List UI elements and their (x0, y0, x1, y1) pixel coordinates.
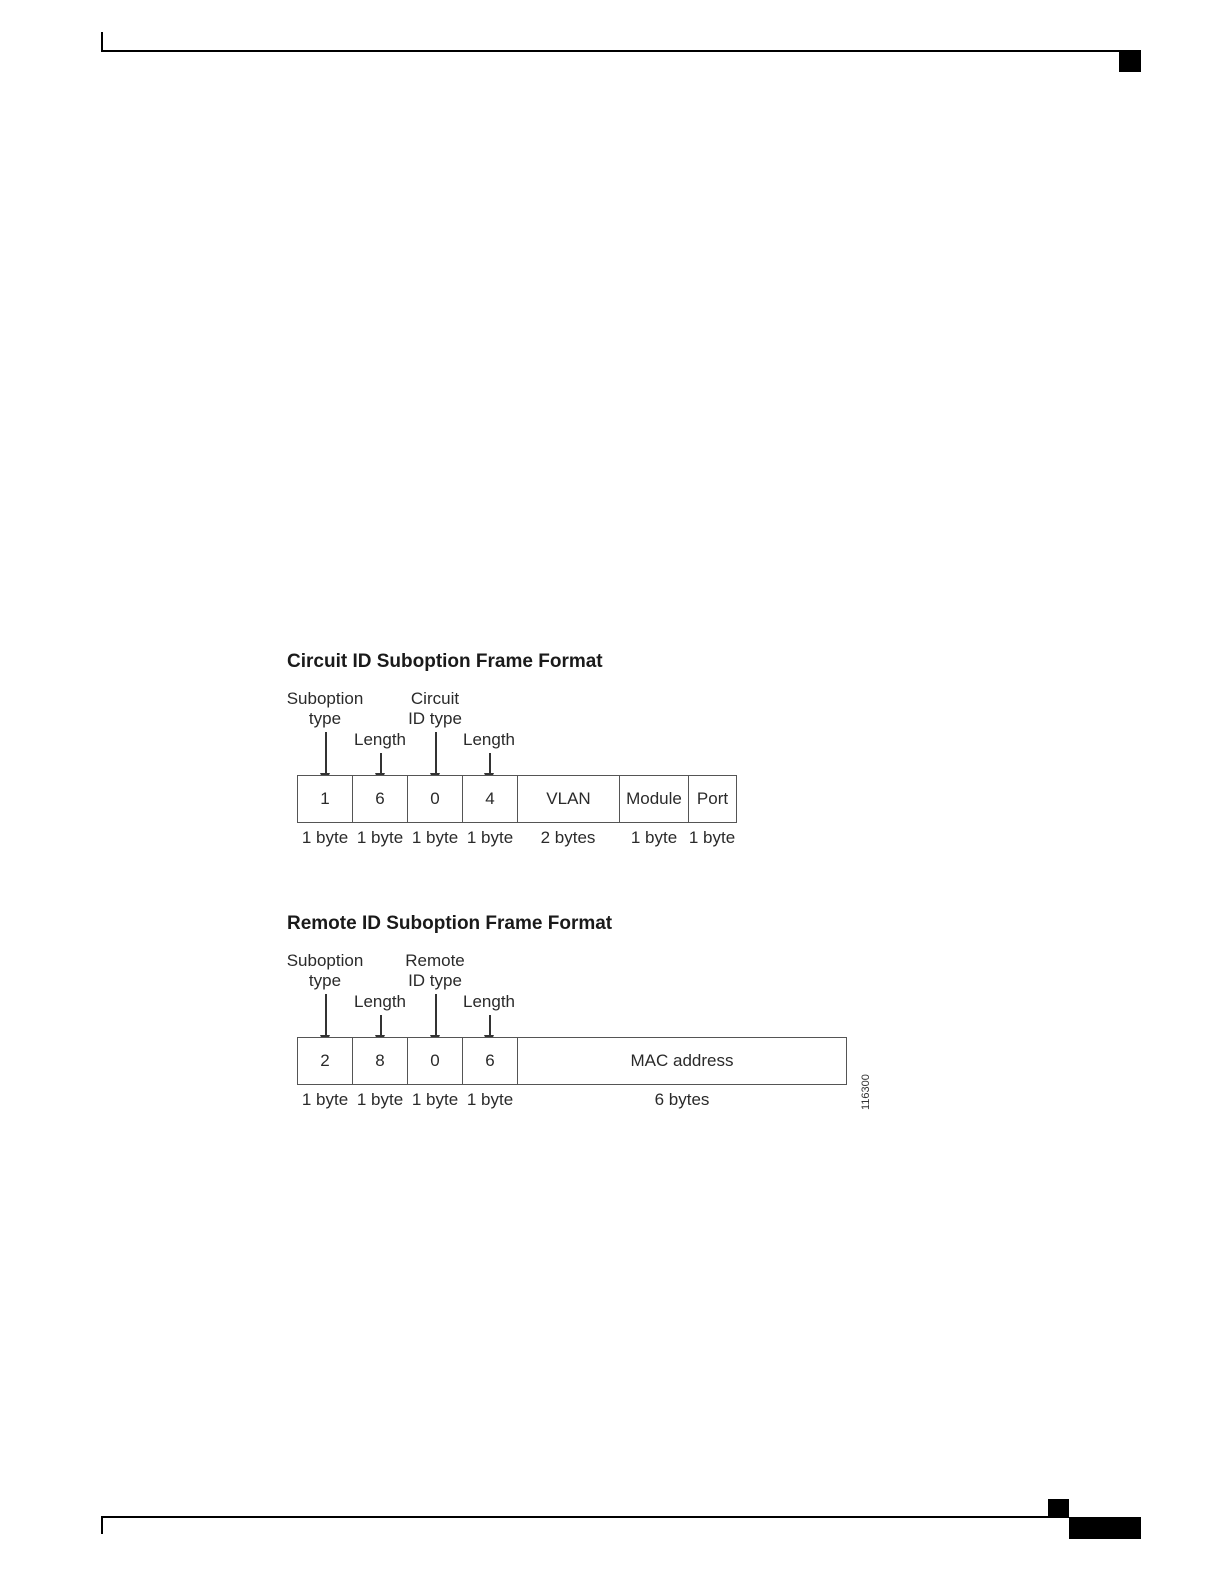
header-left-tick (101, 32, 103, 52)
remote-idtype-label-line2: ID type (408, 971, 462, 990)
circuit-field-suboption-type: 1 (297, 775, 353, 823)
circuit-length1-label: Length (354, 730, 406, 749)
remote-suboption-label-line2: type (308, 971, 342, 990)
header-corner-block (1119, 52, 1141, 72)
circuit-field-length: 6 (352, 775, 408, 823)
circuit-suboption-label-line1: Suboption (286, 689, 364, 708)
circuit-field-id-type: 0 (407, 775, 463, 823)
remote-figure-title: Remote ID Suboption Frame Format (287, 913, 613, 934)
circuit-size-5: 2 bytes (540, 828, 596, 847)
footer-page-tab (1069, 1517, 1141, 1539)
circuit-field-module: Module (619, 775, 689, 823)
footer-rule (101, 1516, 1069, 1518)
circuit-size-2: 1 byte (356, 828, 404, 847)
remote-size-4: 1 byte (466, 1090, 514, 1109)
remote-idtype-label-line1: Remote (405, 951, 465, 970)
footer-corner-block (1048, 1499, 1069, 1517)
remote-size-1: 1 byte (301, 1090, 349, 1109)
footer-left-tick (101, 1518, 103, 1534)
circuit-size-4: 1 byte (466, 828, 514, 847)
circuit-size-6: 1 byte (630, 828, 678, 847)
remote-field-mac-address: MAC address (517, 1037, 847, 1085)
circuit-field-vlan: VLAN (517, 775, 620, 823)
circuit-figure-title: Circuit ID Suboption Frame Format (287, 651, 603, 672)
circuit-size-1: 1 byte (301, 828, 349, 847)
remote-length1-label: Length (354, 992, 406, 1011)
figure-number: 116300 (860, 1074, 872, 1110)
remote-field-length: 8 (352, 1037, 408, 1085)
remote-field-length2: 6 (462, 1037, 518, 1085)
circuit-field-length2: 4 (462, 775, 518, 823)
remote-size-2: 1 byte (356, 1090, 404, 1109)
circuit-size-3: 1 byte (411, 828, 459, 847)
circuit-length2-label: Length (463, 730, 515, 749)
remote-size-3: 1 byte (411, 1090, 459, 1109)
remote-field-id-type: 0 (407, 1037, 463, 1085)
remote-size-5: 6 bytes (654, 1090, 710, 1109)
circuit-size-7: 1 byte (688, 828, 736, 847)
circuit-idtype-label-line1: Circuit (410, 689, 460, 708)
circuit-field-port: Port (688, 775, 737, 823)
remote-length2-label: Length (463, 992, 515, 1011)
circuit-idtype-label-line2: ID type (408, 709, 462, 728)
remote-field-suboption-type: 2 (297, 1037, 353, 1085)
header-rule (101, 50, 1141, 52)
remote-suboption-label-line1: Suboption (286, 951, 364, 970)
circuit-suboption-label-line2: type (308, 709, 342, 728)
